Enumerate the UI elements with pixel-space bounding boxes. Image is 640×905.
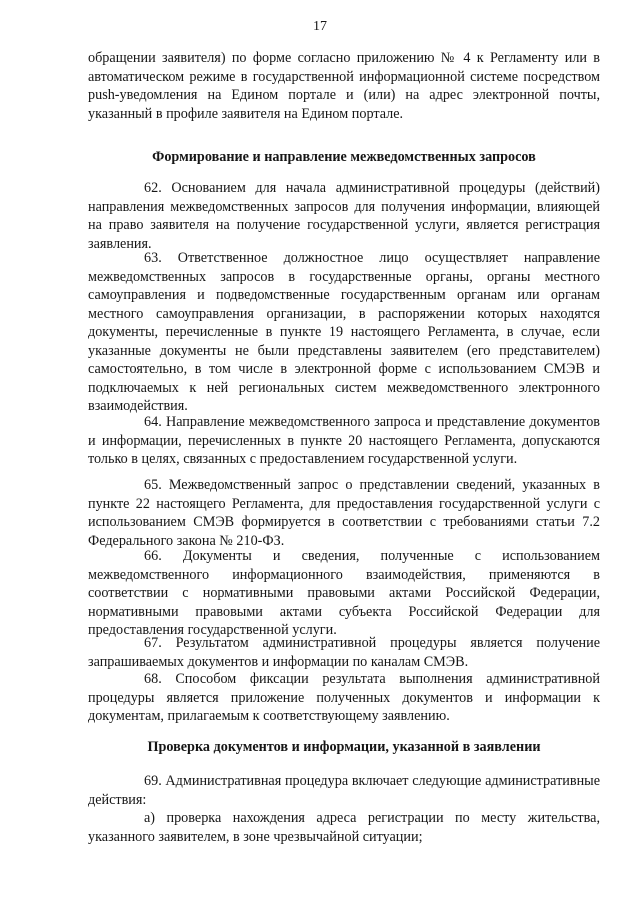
paragraph-63: 63. Ответственное должностное лицо осуществляет направление межведомственных запросов в государственные органы, органы местного самоуправления и подведомственные государственным органам или органам местного самоуправления организации, в распоряжении которых находятся документы, перечисленные в пункте 19 настоящего Регламента, в случае, если указанные документы не были представлены заявителем (его представителем) самостоятельно, в том числе в электронной форме с использованием СМЭВ и подключаемых к ней региональных систем межведомственного электронного взаимодействия. — [88, 250, 600, 414]
paragraph-66: 66. Документы и сведения, полученные с использованием межведомственного информационного взаимодействия, применяются в соответствии с нормативными правовыми актами Российской Федерации, нормативными правовыми актами субъекта Российской Федерации для предоставления государственной услуги. — [88, 548, 600, 638]
paragraph-68: 68. Способом фиксации результата выполнения административной процедуры является приложение полученных документов и информации к документам, прилагаемым к соответствующему заявлению. — [88, 671, 600, 724]
paragraph-67: 67. Результатом административной процедуры является получение запрашиваемых документов и информации по каналам СМЭВ. — [88, 635, 600, 670]
section-heading-interagency-requests: Формирование и направление межведомственных запросов — [152, 149, 536, 165]
page-number: 17 — [313, 19, 327, 34]
paragraph-62: 62. Основанием для начала административной процедуры (действий) направления межведомственных запросов для получения информации, влияющей на право заявителя на получение государственной услуги, является регистрация заявления. — [88, 180, 600, 252]
intro-paragraph: обращении заявителя) по форме согласно приложению № 4 к Регламенту или в автоматическом режиме в государственной информационной системе посредством push-уведомления на Едином портале и (или) на адрес электронной почты, указанный в профиле заявителя на Едином портале. — [88, 50, 600, 122]
section-heading-document-check: Проверка документов и информации, указанной в заявлении — [147, 739, 541, 755]
paragraph-65: 65. Межведомственный запрос о представлении сведений, указанных в пункте 22 настоящего Регламента, для предоставления государственной услуги с использованием СМЭВ формируется в соответствии с требованиями статьи 7.2 Федерального закона № 210-ФЗ. — [88, 477, 600, 549]
paragraph-69: 69. Административная процедура включает следующие административные действия: — [88, 773, 600, 808]
paragraph-64: 64. Направление межведомственного запроса и представление документов и информации, перечисленных в пункте 20 настоящего Регламента, допускаются только в целях, связанных с предоставлением государственной услуги. — [88, 414, 600, 467]
paragraph-69-item-a: а) проверка нахождения адреса регистрации по месту жительства, указанного заявителем, в зоне чрезвычайной ситуации; — [88, 810, 600, 845]
